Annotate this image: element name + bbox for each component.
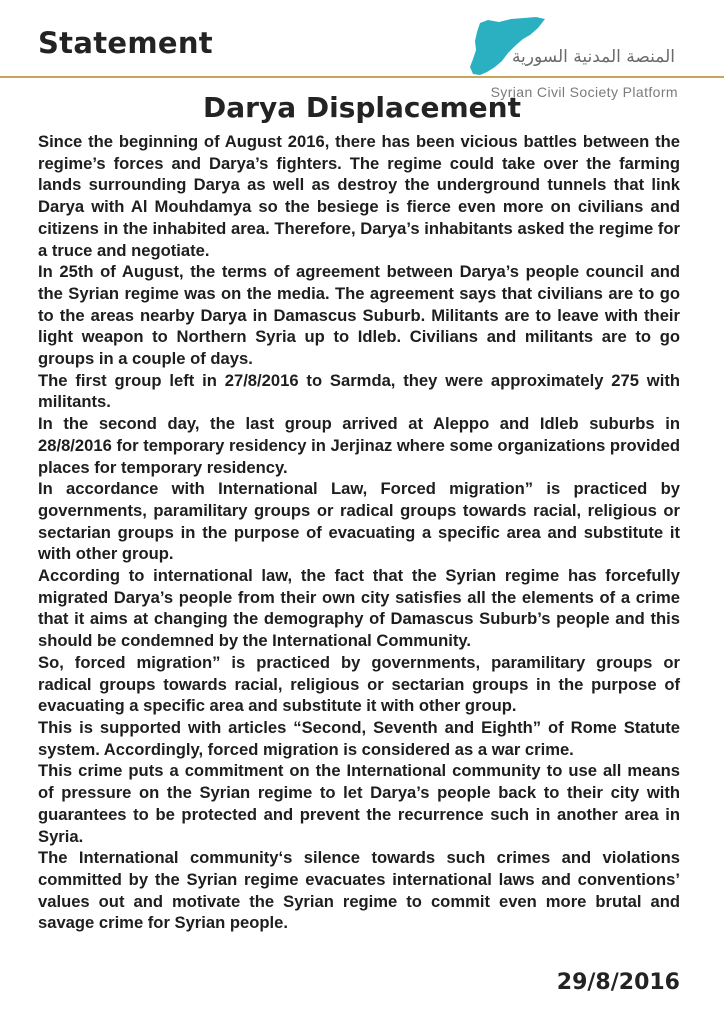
paragraph: So, forced migration” is practiced by governments, paramilitary groups or radical groups towards racial, religious or sectarian groups in the purpose of evacuating a specific area and substitute it with other group.: [38, 652, 680, 716]
document-title: Darya Displacement: [203, 91, 521, 124]
paragraph: According to international law, the fact that the Syrian regime has forcefully migrated Darya’s people from their own city satisfies all the elements of a crime that it aims at changing the demography of Damascus Suburb’s people and this should be condemned by the International Community.: [38, 566, 680, 651]
paragraph: Since the beginning of August 2016, there has been vicious battles between the regime’s forces and Darya’s fighters. The regime could take over the farming lands surrounding Darya as well as destroy the underground tunnels that link Darya with Al Mouhdamya so the besiege is fierce even more on civilians and citizens in the inhabited area. Therefore, Darya’s inhabitants asked the regime for a truce and negotiate.: [38, 132, 680, 260]
statement-date: 29/8/2016: [556, 970, 680, 995]
paragraph: In the second day, the last group arrived at Aleppo and Idleb suburbs in 28/8/2016 for temporary residency in Jerjinaz where some organizations provided places for temporary residency.: [38, 414, 680, 477]
syria-map-icon: [466, 14, 548, 78]
paragraph: This crime puts a commitment on the International community to use all means of pressure on the Syrian regime to let Darya’s people back to their city with guarantees to be protected and prevent the recurrence such in another area in Syria.: [38, 761, 680, 846]
logo-english-text: Syrian Civil Society Platform: [490, 84, 678, 100]
paragraph: In 25th of August, the terms of agreement between Darya’s people council and the Syrian regime was on the media. The agreement says that civilians are to go to the areas nearby Darya in Damascus Suburb. Militants are to leave with their light weapon to Northern Syria up to Idleb. Civilians and militants are to go groups in a couple of days.: [38, 262, 680, 369]
header-divider: [0, 76, 724, 78]
paragraph: In accordance with International Law, Forced migration” is practiced by governments, paramilitary groups or radical groups towards racial, religious or sectarian groups in the purpose of evacuating a specific area and substitute it with other group.: [38, 479, 680, 564]
statement-label: Statement: [38, 26, 213, 60]
statement-body: [38, 131, 680, 934]
paragraph: This is supported with articles “Second, Seventh and Eighth” of Rome Statute system. Accordingly, forced migration is considered as a war crime.: [38, 717, 680, 759]
paragraph: The first group left in 27/8/2016 to Sarmda, they were approximately 275 with militants.: [38, 370, 680, 412]
paragraph: The International community‘s silence towards such crimes and violations committed by the Syrian regime evacuates international laws and conventions’ values out and motivate the Syrian regime to commit even more brutal and savage crime for Syrian people.: [38, 848, 680, 933]
logo-arabic-text: المنصة المدنية السورية: [511, 47, 675, 67]
